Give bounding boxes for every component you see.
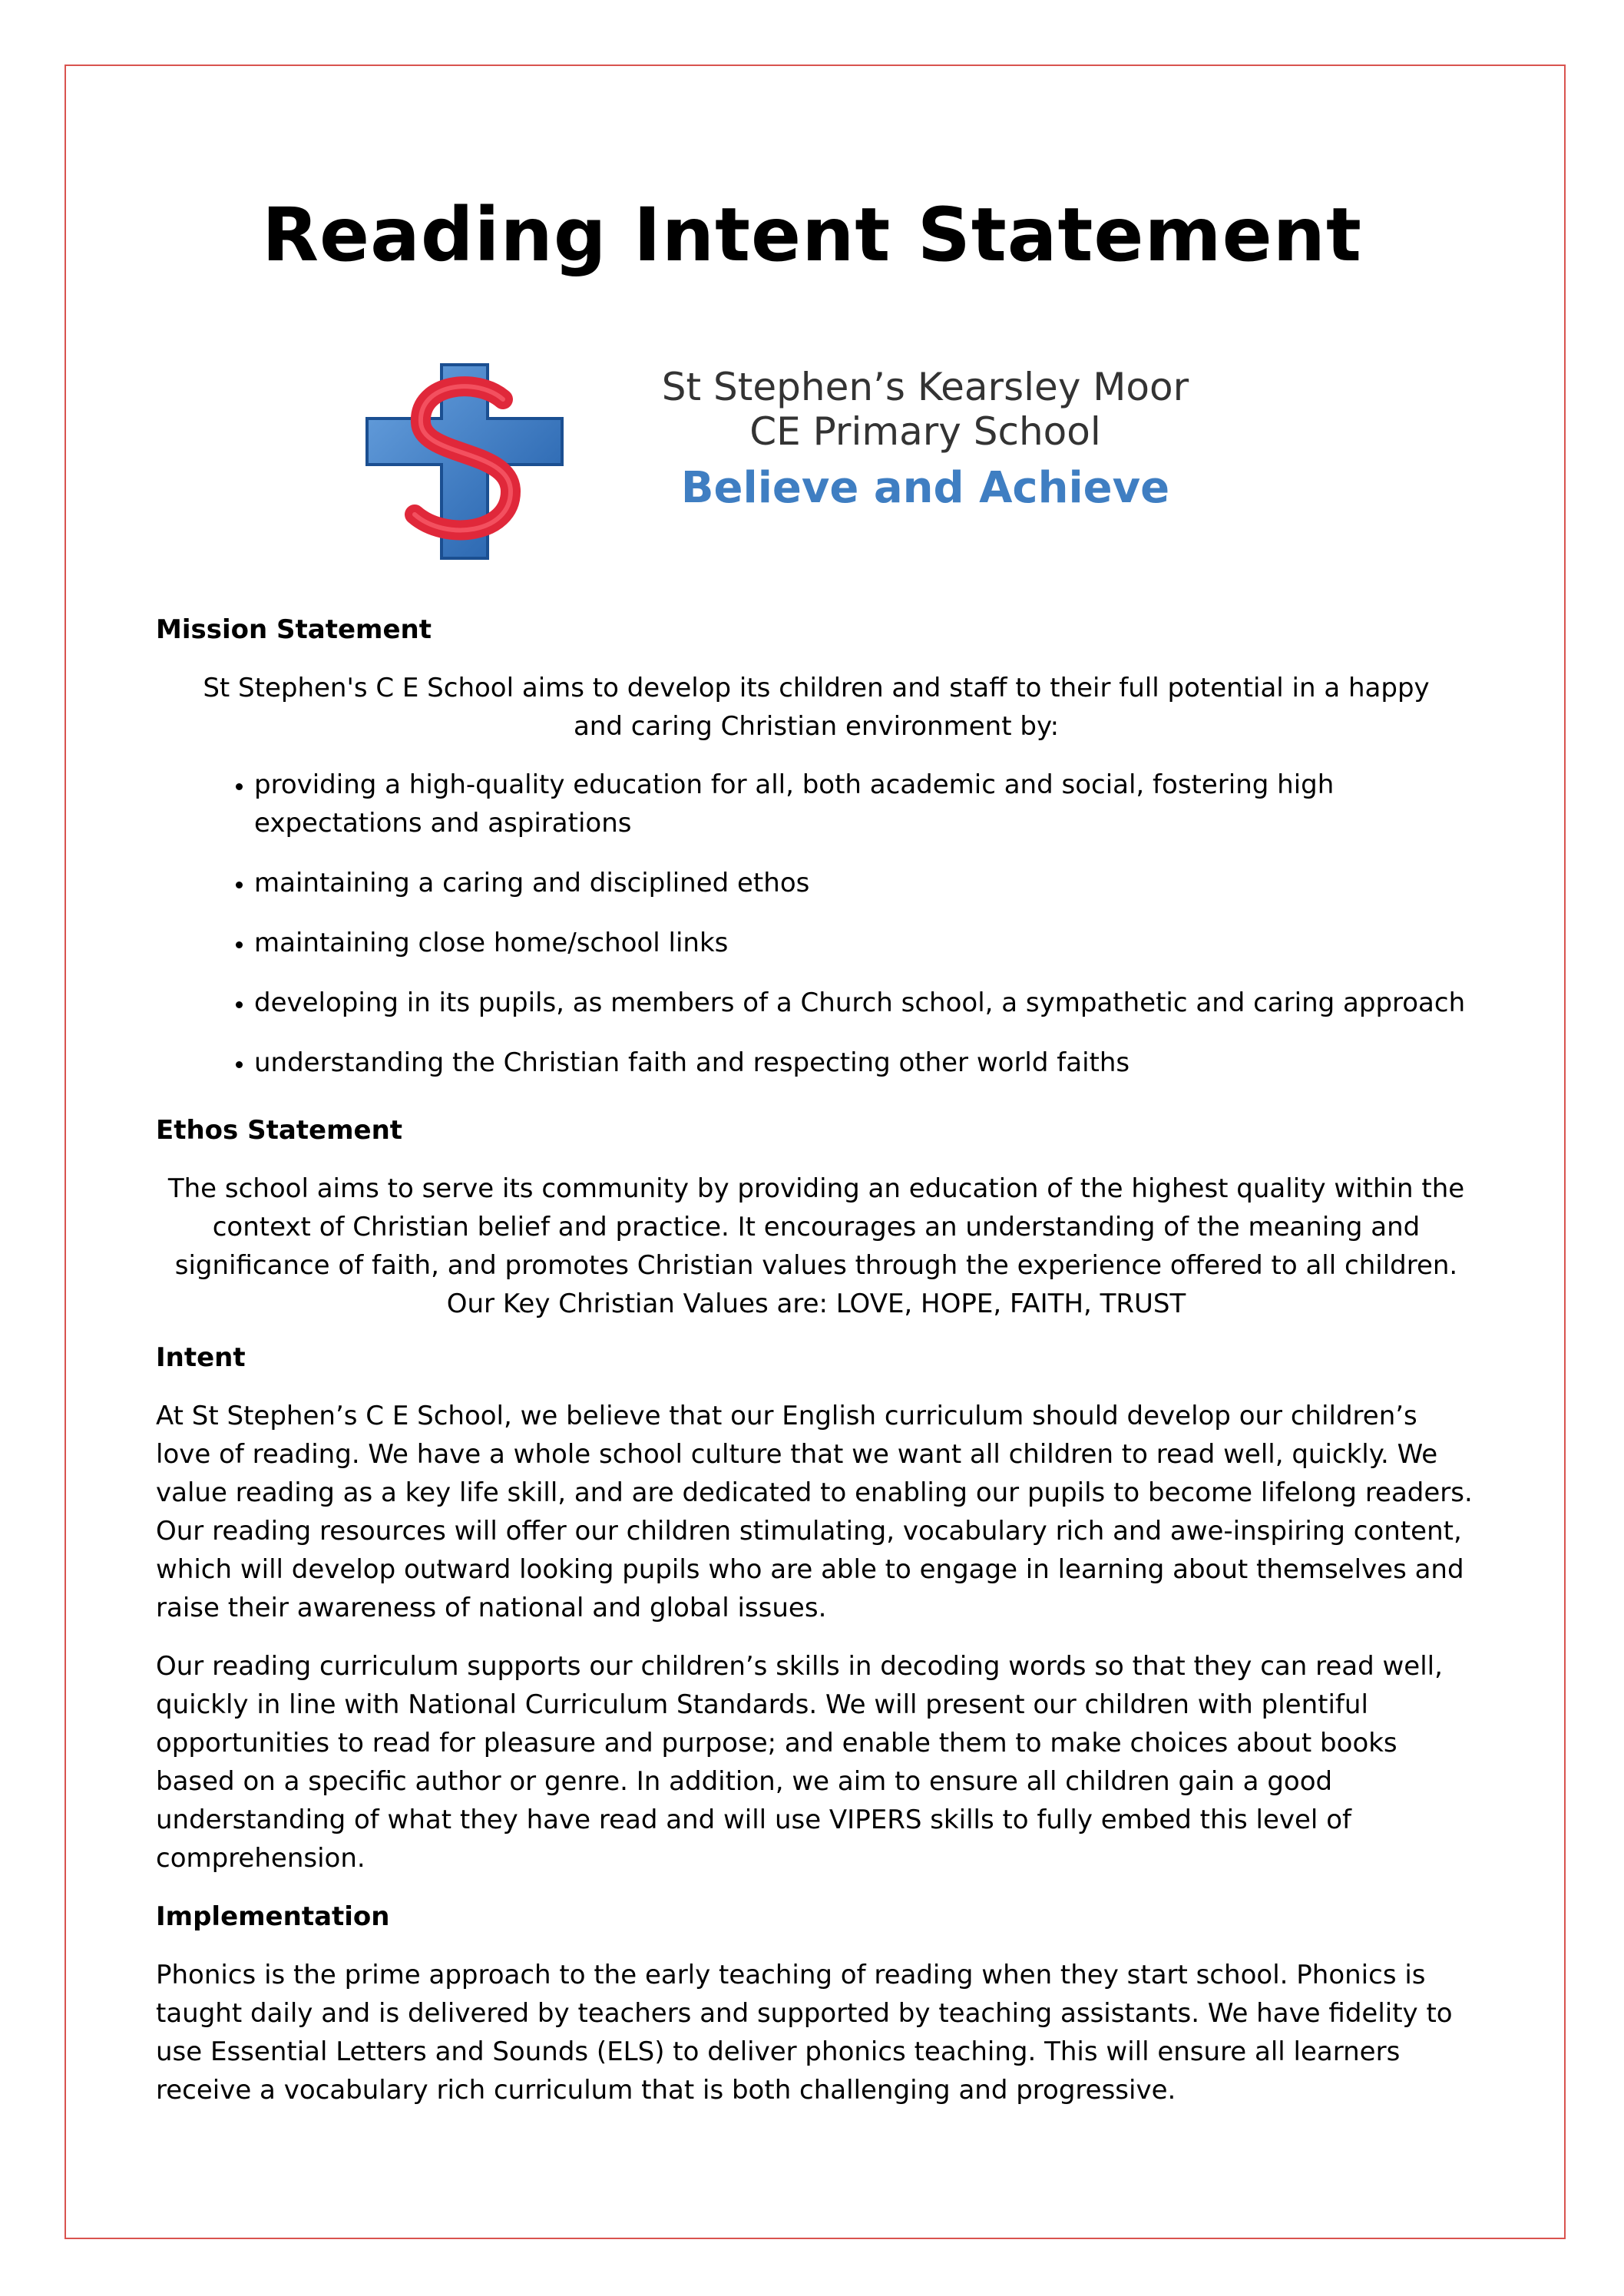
document-body [156, 610, 1477, 2129]
list-item: • maintaining close home/school links [254, 924, 1477, 962]
list-item: • providing a high-quality education for all, both academic and social, fostering high expectations and aspirations [254, 766, 1477, 842]
mission-heading: Mission Statement [156, 614, 432, 645]
implementation-paragraph-1: Phonics is the prime approach to the early teaching of reading when they start school. Phonics is taught daily and is delivered by teachers and supported by teaching assistants. We have fidelity to use Essential Letters and Sounds (ELS) to deliver phonics teaching. This will ensure all learners receive a vocabulary rich curriculum that is both challenging and progressive. [156, 1960, 1453, 2106]
logo-school-name-line1: St Stephen’s Kearsley Moor [661, 365, 1189, 409]
list-item: • understanding the Christian faith and respecting other world faiths [254, 1044, 1477, 1082]
page-title: Reading Intent Statement [262, 192, 1362, 278]
ethos-heading: Ethos Statement [156, 1115, 403, 1146]
logo-motto: Believe and Achieve [680, 463, 1170, 513]
mission-intro: St Stephen's C E School aims to develop its children and staff to their full potential in a happy and caring Christian environment by: [203, 673, 1430, 742]
school-logo [361, 357, 1282, 564]
logo-school-name-line2: CE Primary School [749, 409, 1101, 454]
ethos-text: The school aims to serve its community by providing an education of the highest quality within the context of Christian belief and practice. It encourages an understanding of the meaning and significance of faith, and promotes Christian values through the experience offered to all children. [167, 1173, 1465, 1281]
cross-s-emblem-icon [361, 357, 568, 564]
list-item: • maintaining a caring and disciplined ethos [254, 864, 1477, 902]
implementation-heading: Implementation [156, 1901, 390, 1932]
intent-paragraph-2: Our reading curriculum supports our children’s skills in decoding words so that they can read well, quickly in line with National Curriculum Standards. We will present our children with plentiful opportunities to read for pleasure and purpose; and enable them to make choices about books based on a specific author or genre. In addition, we aim to ensure all children gain a good understanding of what they have read and will use VIPERS skills to fully embed this level of comprehension. [156, 1651, 1443, 1874]
list-item: • developing in its pupils, as members of a Church school, a sympathetic and caring approach [254, 984, 1477, 1022]
intent-paragraph-1: At St Stephen’s C E School, we believe that our English curriculum should develop our children’s love of reading. We have a whole school culture that we want all children to read well, quickly. We value reading as a key life skill, and are dedicated to enabling our pupils to become lifelong readers. Our reading resources will offer our children stimulating, vocabulary rich and awe-inspiring content, which will develop outward looking pupils who are able to engage in learning about themselves and raise their awareness of national and global issues. [156, 1401, 1473, 1623]
ethos-values: Our Key Christian Values are: LOVE, HOPE, FAITH, TRUST [446, 1289, 1186, 1319]
ethos-block [156, 1170, 1477, 1323]
mission-bullet-list [156, 766, 1477, 1082]
intent-heading: Intent [156, 1342, 246, 1373]
